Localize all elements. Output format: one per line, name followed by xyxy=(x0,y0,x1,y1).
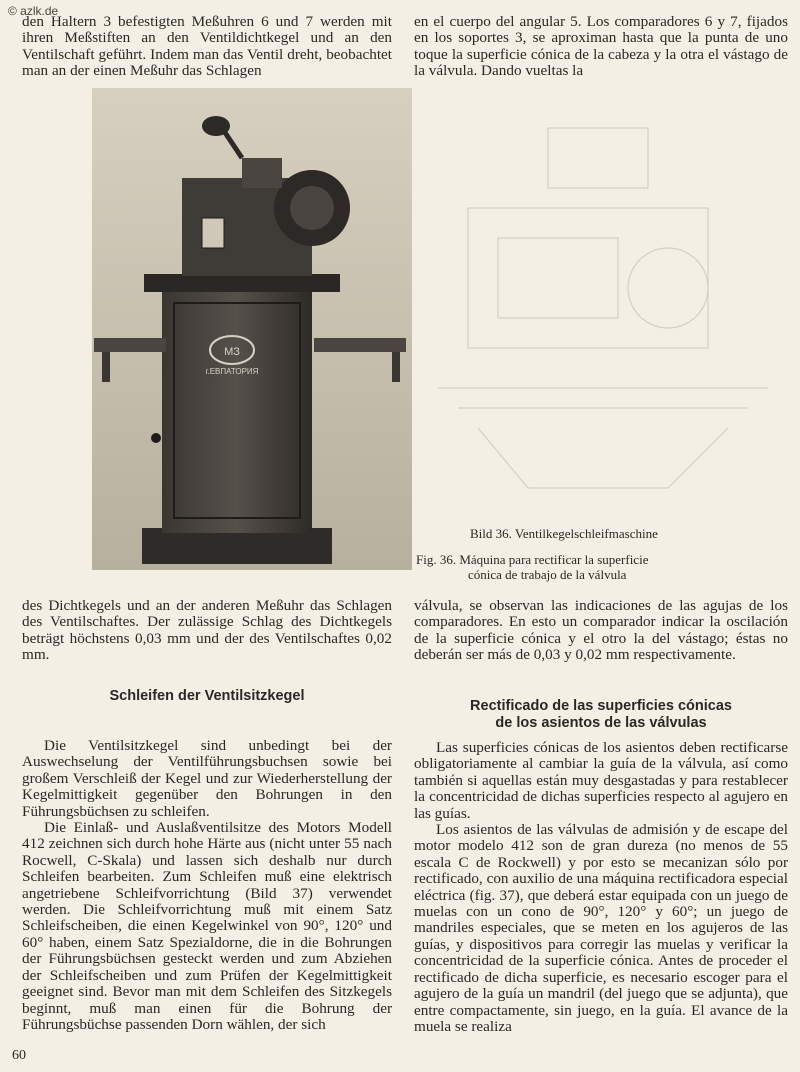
paragraph-text: den Haltern 3 befestigten Meßuhren 6 und 7 werden mit ihren Meßstiften an den Ventildichtkegel und an den Ventilschaft geführt. Indem man das Ventil dreht, beobachtet man an der einen Meßuhr das Schlagen xyxy=(22,13,392,80)
section-heading-de: Schleifen der Ventilsitzkegel xyxy=(109,688,305,704)
machine-label: г.ЕВПАТОРИЯ xyxy=(205,367,259,376)
caption-es-line-2: cónica de trabajo de la válvula xyxy=(468,567,627,582)
caption-german xyxy=(414,526,788,541)
spanish-paragraph-2: Los asientos de las válvulas de admisión y de escape del motor modelo 412 son de gran dureza (no menos de 55 escala C de Rockwell) y por esto se mecanizan sólo por rectificado, con auxilio de una máquina rectificadora especial eléctrica (fig. 37), que deberá estar equipada con un juego de muelas con un cono de 90°, 120° y 60°; un juego de mandriles especiales, que se meten en los agujeros de las guías, y dispositivos para corregir las muelas y verificar la concentricidad de la superficie cónica. Antes de proceder el rectificado de dicha superficie, es necesario escoger para el agujero de la guía un mandril (del juego que se adjunta), que entre compactamente, sin juego, en la guía. El avance de la muela se realiza xyxy=(414,821,788,1035)
paragraph-text: en el cuerpo del angular 5. Los comparadores 6 y 7, fijados en los soportes 3, se aproximan hasta que la punta de uno toque la superficie cónica de la cabeza y la otra el vástago de la válvula. Dando vueltas la xyxy=(414,13,788,80)
paragraph-text: válvula, se observan las indicaciones de las agujas de los comparadores. En esto un comparador indicar la oscilación de la superficie cónica y el otro la del vástago; éstas no deberán ser más de 0,03 y 0,02 mm respectivamente. xyxy=(414,597,788,664)
german-paragraph-1: Die Ventilsitzkegel sind unbedingt bei der Auswechselung der Ventilführungsbuchsen sowie bei großem Verschleiß der Kegel und zur Wiederherstellung der Kegelmittigkeit gegenüber den Bohrungen in den Führungsbüchsen zu schleifen. xyxy=(22,737,392,820)
german-paragraph-2: Die Einlaß- und Auslaßventilsitze des Motors Modell 412 zeichnen sich durch hohe Härte aus (nicht unter 55 nach Rocwell, C-Skala) und lassen sich deshalb nur durch Schleifen bearbeiten. Zum Schleifen muß eine elektrisch angetriebene Schleifvorrichtung (Bild 37) verwendet werden. Die Schleifvorrichtung muß mit einem Satz Schleifscheiben, die einen Kegelwinkel von 90°, 120° und 60° haben, einem Satz Spezialdorne, die in die Bohrungen der Führungsbüchsen gesteckt werden und zum Abziehen der Schleifscheiben und zum Prüfen der Kegelmittigkeit geeignet sind. Bevor man mit dem Schleifen des Sitzkegels beginnt, muß man einen für die Bohrung der Führungsbüchse passenden Dorn wählen, der sich xyxy=(22,819,392,1033)
page-number: 60 xyxy=(12,1048,26,1063)
spanish-paragraph-1: Las superficies cónicas de los asientos deben rectificarse obligatoriamente al cambiar la guía de la válvula, así como también si aquellas están muy desgastadas y para restablecer la concentricidad de dichas superficies respecto al agujero en las guías. xyxy=(414,739,788,822)
machine-photo xyxy=(92,88,412,570)
section-heading-es-line-1: Rectificado de las superficies cónicas xyxy=(470,698,732,714)
spanish-body xyxy=(414,740,788,1035)
mid-right-paragraph xyxy=(414,598,788,664)
top-right-paragraph xyxy=(414,14,788,80)
german-body xyxy=(22,738,392,1033)
caption-de-text: Bild 36. Ventilkegelschleifmaschine xyxy=(470,526,658,541)
heading-de-block xyxy=(22,688,392,705)
caption-es-line-1: Fig. 36. Máquina para rectificar la superficie xyxy=(416,552,649,567)
grinding-machine-image xyxy=(92,88,412,570)
svg-text:МЗ: МЗ xyxy=(224,346,240,358)
heading-es-block xyxy=(414,698,788,732)
section-heading-es-line-2: de los asientos de las válvulas xyxy=(495,715,707,731)
show-through-diagram xyxy=(408,88,792,518)
top-left-paragraph xyxy=(22,14,392,80)
caption-spanish xyxy=(414,552,788,582)
mid-left-paragraph xyxy=(22,598,392,664)
watermark: © azlk.de xyxy=(8,4,59,18)
paragraph-text: des Dichtkegels und an der anderen Meßuhr das Schlagen des Ventilschaftes. Der zulässige Schlag des Dichtkegels beträgt höchstens 0,03 mm und der des Ventilschaftes 0,02 mm. xyxy=(22,597,392,664)
